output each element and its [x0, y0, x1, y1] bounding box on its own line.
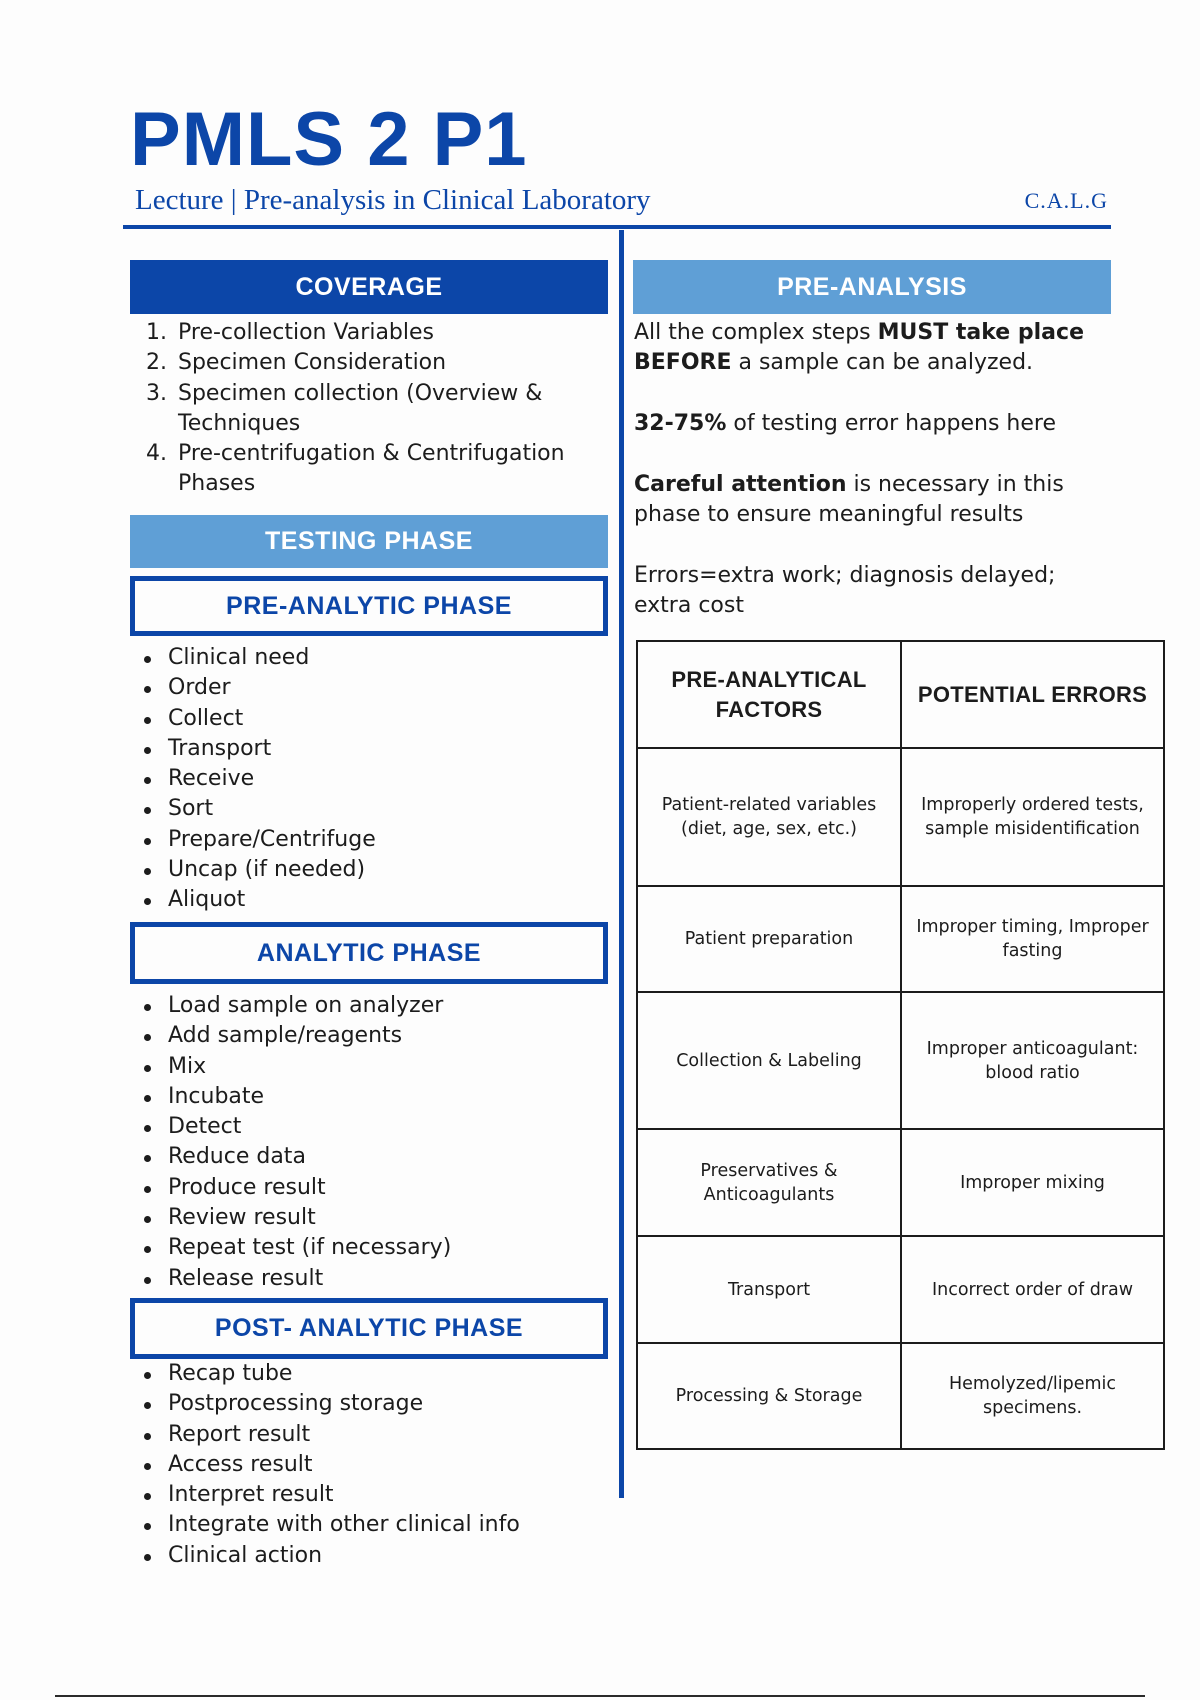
list-item: Load sample on analyzer: [144, 991, 604, 1021]
coverage-item: 4. Pre-centrifugation & Centrifugation Phases: [146, 441, 565, 497]
page-title: PMLS 2 P1: [130, 97, 528, 182]
pre-analysis-heading: PRE-ANALYSIS: [633, 260, 1111, 314]
list-item: Release result: [144, 1264, 604, 1294]
page-subtitle: Lecture | Pre-analysis in Clinical Laboratory: [135, 184, 651, 216]
list-item: Interpret result: [144, 1480, 614, 1510]
factor-cell: Transport: [637, 1236, 901, 1343]
pre-analytic-heading: PRE-ANALYTIC PHASE: [130, 576, 608, 636]
column-header-factors: PRE-ANALYTICAL FACTORS: [637, 641, 901, 748]
list-item: Report result: [144, 1420, 614, 1450]
list-item: Recap tube: [144, 1359, 614, 1389]
pre-analytical-errors-table: [636, 640, 1165, 1450]
error-rate-paragraph: 32-75% of testing error happens here: [634, 411, 1056, 436]
list-item: Uncap (if needed): [144, 855, 604, 885]
column-header-errors: POTENTIAL ERRORS: [901, 641, 1164, 748]
list-item: Review result: [144, 1203, 604, 1233]
list-item: Incubate: [144, 1082, 604, 1112]
error-cell: Improperly ordered tests, sample misidentification: [901, 748, 1164, 886]
list-item: Collect: [144, 704, 604, 734]
table-row: [637, 1236, 1164, 1343]
list-item: Transport: [144, 734, 604, 764]
list-item: Access result: [144, 1450, 614, 1480]
post-analytic-heading: POST- ANALYTIC PHASE: [130, 1298, 608, 1359]
list-item: Receive: [144, 764, 604, 794]
coverage-item: 1. Pre-collection Variables: [146, 320, 434, 345]
pre-analytic-list: [144, 643, 604, 916]
post-analytic-list: [144, 1359, 614, 1571]
header-divider: [123, 225, 1111, 229]
list-item: Order: [144, 673, 604, 703]
factor-cell: Patient preparation: [637, 886, 901, 992]
table-row: [637, 1343, 1164, 1449]
table-row: [637, 1129, 1164, 1236]
error-cell: Improper anticoagulant: blood ratio: [901, 992, 1164, 1129]
table-row: [637, 748, 1164, 886]
coverage-item: 3. Specimen collection (Overview & Techniques: [146, 380, 543, 436]
error-cell: Incorrect order of draw: [901, 1236, 1164, 1343]
error-cell: Improper mixing: [901, 1129, 1164, 1236]
list-item: Prepare/Centrifuge: [144, 825, 604, 855]
pre-analysis-paragraph: All the complex steps MUST take place BEFORE a sample can be analyzed.: [634, 320, 1084, 376]
list-item: Postprocessing storage: [144, 1389, 614, 1419]
testing-phase-heading: TESTING PHASE: [130, 515, 608, 568]
list-item: Add sample/reagents: [144, 1021, 604, 1051]
list-item: Detect: [144, 1112, 604, 1142]
analytic-heading: ANALYTIC PHASE: [130, 922, 608, 984]
list-item: Integrate with other clinical info: [144, 1510, 614, 1540]
table-row: [637, 992, 1164, 1129]
list-item: Mix: [144, 1052, 604, 1082]
table-header-row: [637, 641, 1164, 748]
coverage-heading: COVERAGE: [130, 260, 608, 314]
error-cell: Hemolyzed/lipemic specimens.: [901, 1343, 1164, 1449]
list-item: Produce result: [144, 1173, 604, 1203]
factor-cell: Patient-related variables (diet, age, sex, etc.): [637, 748, 901, 886]
errors-consequence-paragraph: Errors=extra work; diagnosis delayed; extra cost: [634, 563, 1056, 619]
list-item: Sort: [144, 794, 604, 824]
column-divider: [619, 230, 624, 1498]
factor-cell: Collection & Labeling: [637, 992, 901, 1129]
list-item: Clinical action: [144, 1541, 614, 1571]
analytic-list: [144, 991, 604, 1294]
error-cell: Improper timing, Improper fasting: [901, 886, 1164, 992]
table-row: [637, 886, 1164, 992]
list-item: Aliquot: [144, 885, 604, 915]
list-item: Repeat test (if necessary): [144, 1233, 604, 1263]
author-initials: C.A.L.G: [1024, 188, 1108, 213]
factor-cell: Processing & Storage: [637, 1343, 901, 1449]
list-item: Clinical need: [144, 643, 604, 673]
attention-paragraph: Careful attention is necessary in this phase to ensure meaningful results: [634, 472, 1064, 528]
footer-divider: [55, 1695, 1145, 1697]
list-item: Reduce data: [144, 1142, 604, 1172]
coverage-list: [146, 318, 586, 500]
factor-cell: Preservatives & Anticoagulants: [637, 1129, 901, 1236]
coverage-item: 2. Specimen Consideration: [146, 350, 447, 376]
